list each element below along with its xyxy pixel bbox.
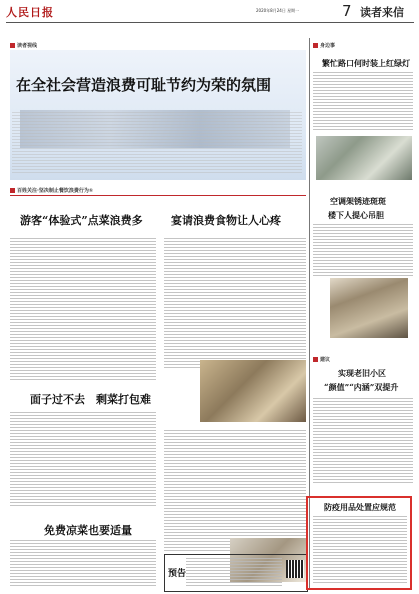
article-body-4	[10, 540, 156, 588]
section-label-suggestion: 建议	[313, 356, 330, 363]
right-body-2	[313, 224, 413, 276]
header-rule	[6, 22, 414, 23]
article-body-3	[10, 412, 156, 508]
section-label-readers-view: 读者视线	[10, 42, 37, 49]
right-headline-4: 防疫用品处置应规范	[324, 502, 396, 512]
air-conditioner-photo	[330, 278, 408, 338]
article-body-2	[164, 238, 306, 368]
newspaper-masthead: 人民日报	[6, 6, 54, 19]
footer-body-text	[186, 558, 282, 586]
dining-photo	[200, 360, 306, 422]
right-headline-3-line2: “颜值”“内涵”双提升	[324, 382, 399, 392]
section-label-neighborhood: 身边事	[313, 42, 335, 49]
intersection-photo	[316, 136, 412, 180]
right-headline-2-line2: 楼下人提心吊胆	[328, 210, 384, 220]
banner-body-text	[12, 112, 302, 174]
article-headline-1: 游客“体验式”点菜浪费多	[20, 214, 143, 227]
right-body-4	[313, 516, 407, 584]
page-number: 7	[342, 2, 352, 20]
dateline: 2020年8月24日 星期一	[256, 8, 300, 13]
right-headline-3-line1: 实现老旧小区	[338, 368, 386, 378]
page-name: 读者来信	[360, 6, 404, 19]
right-headline-1: 繁忙路口何时装上红绿灯	[322, 58, 410, 68]
footer-label: 预告	[168, 569, 187, 579]
article-headline-3: 面子过不去 剩菜打包难	[30, 393, 151, 406]
article-body-1	[10, 238, 156, 380]
right-body-1	[313, 72, 413, 132]
article-headline-2: 宴请浪费食物让人心疼	[171, 214, 281, 227]
article-headline-4: 免费凉菜也要适量	[44, 524, 132, 537]
qr-code-icon	[286, 560, 304, 578]
right-body-3	[313, 398, 413, 484]
series-rule	[10, 195, 306, 196]
right-headline-2-line1: 空调架锈迹斑斑	[330, 196, 386, 206]
banner-headline: 在全社会营造浪费可耻节约为荣的氛围	[16, 76, 272, 94]
series-label: 百姓关注·坚决制止餐饮浪费行为①	[10, 187, 93, 194]
article-body-2-continued	[164, 430, 306, 552]
